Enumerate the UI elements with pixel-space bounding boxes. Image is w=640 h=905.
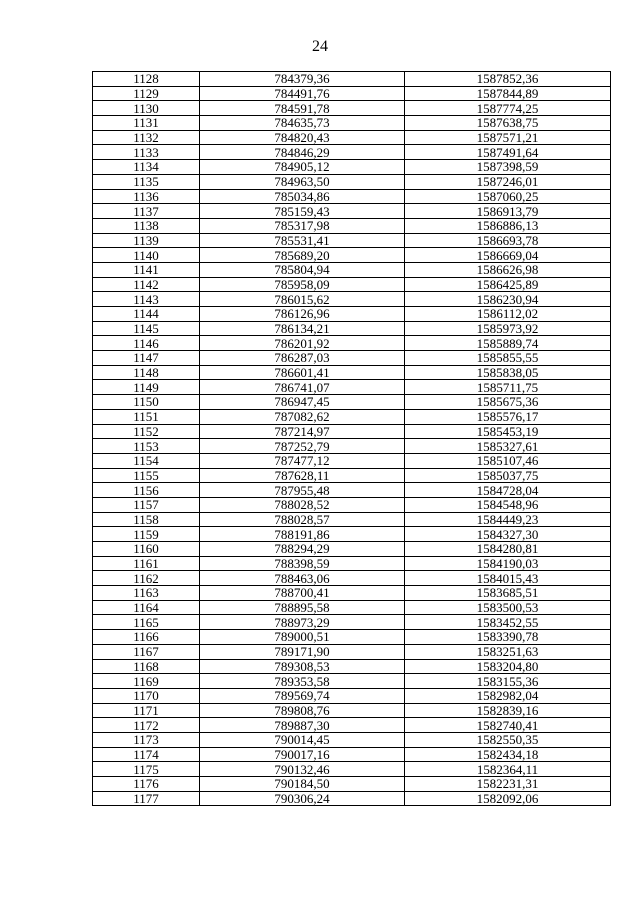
y-coordinate-cell: 1587398,59 (405, 160, 611, 175)
point-number-cell: 1133 (93, 145, 200, 160)
x-coordinate-cell: 788463,06 (200, 571, 405, 586)
y-coordinate-cell: 1583204,80 (405, 659, 611, 674)
y-coordinate-cell: 1582740,41 (405, 718, 611, 733)
point-number-cell: 1177 (93, 791, 200, 806)
x-coordinate-cell: 788973,29 (200, 615, 405, 630)
y-coordinate-cell: 1585973,92 (405, 321, 611, 336)
y-coordinate-cell: 1587844,89 (405, 86, 611, 101)
table-row (93, 439, 611, 454)
point-number-cell: 1128 (93, 72, 200, 87)
y-coordinate-cell: 1586230,94 (405, 292, 611, 307)
table-row (93, 160, 611, 175)
x-coordinate-cell: 787252,79 (200, 439, 405, 454)
table-row (93, 116, 611, 131)
table-row (93, 351, 611, 366)
x-coordinate-cell: 785958,09 (200, 277, 405, 292)
x-coordinate-cell: 784379,36 (200, 72, 405, 87)
y-coordinate-cell: 1582982,04 (405, 688, 611, 703)
point-number-cell: 1150 (93, 395, 200, 410)
y-coordinate-cell: 1587638,75 (405, 116, 611, 131)
y-coordinate-cell: 1584728,04 (405, 483, 611, 498)
x-coordinate-cell: 785317,98 (200, 218, 405, 233)
table-row (93, 218, 611, 233)
x-coordinate-cell: 784635,73 (200, 116, 405, 131)
y-coordinate-cell: 1585889,74 (405, 336, 611, 351)
y-coordinate-cell: 1584015,43 (405, 571, 611, 586)
x-coordinate-cell: 786015,62 (200, 292, 405, 307)
point-number-cell: 1168 (93, 659, 200, 674)
point-number-cell: 1141 (93, 262, 200, 277)
y-coordinate-cell: 1584548,96 (405, 497, 611, 512)
table-row (93, 174, 611, 189)
x-coordinate-cell: 787955,48 (200, 483, 405, 498)
point-number-cell: 1156 (93, 483, 200, 498)
x-coordinate-cell: 786126,96 (200, 307, 405, 322)
table-row (93, 586, 611, 601)
table-row (93, 277, 611, 292)
point-number-cell: 1153 (93, 439, 200, 454)
y-coordinate-cell: 1584327,30 (405, 527, 611, 542)
x-coordinate-cell: 790132,46 (200, 762, 405, 777)
y-coordinate-cell: 1585838,05 (405, 365, 611, 380)
table-row (93, 777, 611, 792)
x-coordinate-cell: 787214,97 (200, 424, 405, 439)
x-coordinate-cell: 789353,58 (200, 674, 405, 689)
point-number-cell: 1163 (93, 586, 200, 601)
y-coordinate-cell: 1585675,36 (405, 395, 611, 410)
y-coordinate-cell: 1585453,19 (405, 424, 611, 439)
point-number-cell: 1174 (93, 747, 200, 762)
x-coordinate-cell: 788028,52 (200, 497, 405, 512)
point-number-cell: 1139 (93, 233, 200, 248)
x-coordinate-cell: 789171,90 (200, 644, 405, 659)
y-coordinate-cell: 1584190,03 (405, 556, 611, 571)
x-coordinate-cell: 787082,62 (200, 409, 405, 424)
x-coordinate-cell: 789808,76 (200, 703, 405, 718)
point-number-cell: 1173 (93, 732, 200, 747)
x-coordinate-cell: 785804,94 (200, 262, 405, 277)
table-row (93, 732, 611, 747)
point-number-cell: 1142 (93, 277, 200, 292)
table-row (93, 791, 611, 806)
coordinates-table-body (93, 72, 611, 806)
point-number-cell: 1165 (93, 615, 200, 630)
y-coordinate-cell: 1584280,81 (405, 542, 611, 557)
table-row (93, 747, 611, 762)
table-row (93, 527, 611, 542)
x-coordinate-cell: 786947,45 (200, 395, 405, 410)
x-coordinate-cell: 786134,21 (200, 321, 405, 336)
table-row (93, 512, 611, 527)
point-number-cell: 1129 (93, 86, 200, 101)
x-coordinate-cell: 786287,03 (200, 351, 405, 366)
y-coordinate-cell: 1587491,64 (405, 145, 611, 160)
point-number-cell: 1155 (93, 468, 200, 483)
y-coordinate-cell: 1582231,31 (405, 777, 611, 792)
table-row (93, 86, 611, 101)
table-row (93, 630, 611, 645)
table-row (93, 233, 611, 248)
point-number-cell: 1170 (93, 688, 200, 703)
table-row (93, 101, 611, 116)
point-number-cell: 1131 (93, 116, 200, 131)
table-row (93, 307, 611, 322)
table-row (93, 365, 611, 380)
y-coordinate-cell: 1582839,16 (405, 703, 611, 718)
point-number-cell: 1158 (93, 512, 200, 527)
table-row (93, 688, 611, 703)
y-coordinate-cell: 1586626,98 (405, 262, 611, 277)
point-number-cell: 1169 (93, 674, 200, 689)
point-number-cell: 1130 (93, 101, 200, 116)
point-number-cell: 1140 (93, 248, 200, 263)
point-number-cell: 1162 (93, 571, 200, 586)
point-number-cell: 1135 (93, 174, 200, 189)
x-coordinate-cell: 787628,11 (200, 468, 405, 483)
table-row (93, 468, 611, 483)
x-coordinate-cell: 784491,76 (200, 86, 405, 101)
table-row (93, 718, 611, 733)
y-coordinate-cell: 1586425,89 (405, 277, 611, 292)
point-number-cell: 1160 (93, 542, 200, 557)
x-coordinate-cell: 788398,59 (200, 556, 405, 571)
y-coordinate-cell: 1582092,06 (405, 791, 611, 806)
x-coordinate-cell: 788191,86 (200, 527, 405, 542)
table-row (93, 204, 611, 219)
point-number-cell: 1143 (93, 292, 200, 307)
y-coordinate-cell: 1582434,18 (405, 747, 611, 762)
table-row (93, 72, 611, 87)
table-row (93, 292, 611, 307)
table-row (93, 703, 611, 718)
y-coordinate-cell: 1583390,78 (405, 630, 611, 645)
y-coordinate-cell: 1586112,02 (405, 307, 611, 322)
point-number-cell: 1172 (93, 718, 200, 733)
x-coordinate-cell: 789569,74 (200, 688, 405, 703)
x-coordinate-cell: 790184,50 (200, 777, 405, 792)
table-row (93, 556, 611, 571)
table-row (93, 644, 611, 659)
table-row (93, 248, 611, 263)
x-coordinate-cell: 790306,24 (200, 791, 405, 806)
y-coordinate-cell: 1586913,79 (405, 204, 611, 219)
x-coordinate-cell: 786741,07 (200, 380, 405, 395)
y-coordinate-cell: 1586669,04 (405, 248, 611, 263)
table-row (93, 453, 611, 468)
y-coordinate-cell: 1586693,78 (405, 233, 611, 248)
point-number-cell: 1166 (93, 630, 200, 645)
point-number-cell: 1144 (93, 307, 200, 322)
table-row (93, 424, 611, 439)
y-coordinate-cell: 1587571,21 (405, 130, 611, 145)
table-row (93, 130, 611, 145)
y-coordinate-cell: 1584449,23 (405, 512, 611, 527)
point-number-cell: 1171 (93, 703, 200, 718)
point-number-cell: 1148 (93, 365, 200, 380)
point-number-cell: 1154 (93, 453, 200, 468)
y-coordinate-cell: 1585855,55 (405, 351, 611, 366)
x-coordinate-cell: 788294,29 (200, 542, 405, 557)
y-coordinate-cell: 1582550,35 (405, 732, 611, 747)
x-coordinate-cell: 788700,41 (200, 586, 405, 601)
y-coordinate-cell: 1587060,25 (405, 189, 611, 204)
x-coordinate-cell: 785159,43 (200, 204, 405, 219)
x-coordinate-cell: 785689,20 (200, 248, 405, 263)
table-row (93, 674, 611, 689)
point-number-cell: 1176 (93, 777, 200, 792)
table-row (93, 600, 611, 615)
table-row (93, 659, 611, 674)
x-coordinate-cell: 788895,58 (200, 600, 405, 615)
table-row (93, 615, 611, 630)
x-coordinate-cell: 784820,43 (200, 130, 405, 145)
y-coordinate-cell: 1585576,17 (405, 409, 611, 424)
x-coordinate-cell: 784963,50 (200, 174, 405, 189)
y-coordinate-cell: 1585327,61 (405, 439, 611, 454)
x-coordinate-cell: 789887,30 (200, 718, 405, 733)
table-row (93, 380, 611, 395)
y-coordinate-cell: 1587774,25 (405, 101, 611, 116)
table-row (93, 189, 611, 204)
x-coordinate-cell: 786601,41 (200, 365, 405, 380)
x-coordinate-cell: 784591,78 (200, 101, 405, 116)
table-row (93, 497, 611, 512)
page-number: 24 (312, 38, 328, 55)
y-coordinate-cell: 1583251,63 (405, 644, 611, 659)
table-row (93, 483, 611, 498)
point-number-cell: 1161 (93, 556, 200, 571)
table-row (93, 395, 611, 410)
coordinates-table (92, 71, 611, 806)
point-number-cell: 1138 (93, 218, 200, 233)
x-coordinate-cell: 785034,86 (200, 189, 405, 204)
x-coordinate-cell: 787477,12 (200, 453, 405, 468)
point-number-cell: 1149 (93, 380, 200, 395)
point-number-cell: 1152 (93, 424, 200, 439)
point-number-cell: 1167 (93, 644, 200, 659)
point-number-cell: 1137 (93, 204, 200, 219)
point-number-cell: 1134 (93, 160, 200, 175)
x-coordinate-cell: 789000,51 (200, 630, 405, 645)
y-coordinate-cell: 1587246,01 (405, 174, 611, 189)
table-row (93, 542, 611, 557)
point-number-cell: 1159 (93, 527, 200, 542)
point-number-cell: 1147 (93, 351, 200, 366)
table-row (93, 321, 611, 336)
y-coordinate-cell: 1585711,75 (405, 380, 611, 395)
x-coordinate-cell: 786201,92 (200, 336, 405, 351)
point-number-cell: 1146 (93, 336, 200, 351)
point-number-cell: 1145 (93, 321, 200, 336)
x-coordinate-cell: 790014,45 (200, 732, 405, 747)
y-coordinate-cell: 1583452,55 (405, 615, 611, 630)
x-coordinate-cell: 784905,12 (200, 160, 405, 175)
table-row (93, 571, 611, 586)
y-coordinate-cell: 1585037,75 (405, 468, 611, 483)
point-number-cell: 1175 (93, 762, 200, 777)
y-coordinate-cell: 1585107,46 (405, 453, 611, 468)
x-coordinate-cell: 789308,53 (200, 659, 405, 674)
y-coordinate-cell: 1586886,13 (405, 218, 611, 233)
y-coordinate-cell: 1583500,53 (405, 600, 611, 615)
table-row (93, 336, 611, 351)
point-number-cell: 1151 (93, 409, 200, 424)
y-coordinate-cell: 1582364,11 (405, 762, 611, 777)
table-row (93, 262, 611, 277)
table-row (93, 762, 611, 777)
point-number-cell: 1164 (93, 600, 200, 615)
table-row (93, 409, 611, 424)
point-number-cell: 1132 (93, 130, 200, 145)
y-coordinate-cell: 1583685,51 (405, 586, 611, 601)
x-coordinate-cell: 785531,41 (200, 233, 405, 248)
point-number-cell: 1157 (93, 497, 200, 512)
x-coordinate-cell: 788028,57 (200, 512, 405, 527)
x-coordinate-cell: 790017,16 (200, 747, 405, 762)
y-coordinate-cell: 1587852,36 (405, 72, 611, 87)
y-coordinate-cell: 1583155,36 (405, 674, 611, 689)
point-number-cell: 1136 (93, 189, 200, 204)
table-row (93, 145, 611, 160)
x-coordinate-cell: 784846,29 (200, 145, 405, 160)
